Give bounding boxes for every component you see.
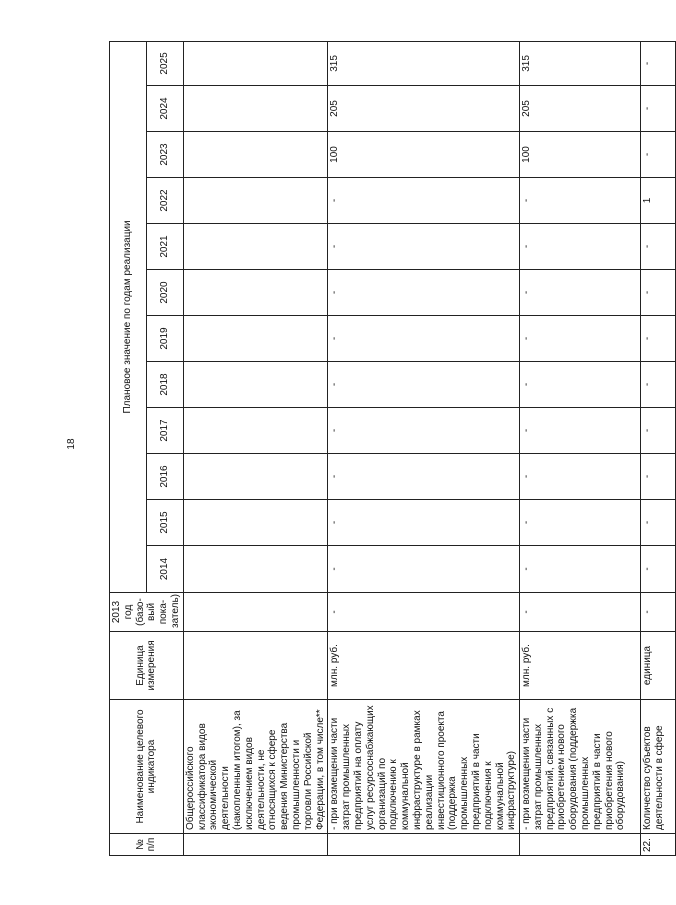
row-unit: единица — [641, 632, 676, 700]
row-year-value: 205 — [328, 86, 520, 132]
row-base-value: - — [328, 593, 520, 632]
row-unit — [183, 632, 328, 700]
row-year-value: 100 — [520, 132, 641, 178]
header-unit: Единица измерения — [110, 632, 184, 700]
header-name: Наименование целевого индикатора — [110, 700, 184, 834]
row-year-value: - — [641, 546, 676, 593]
row-year-value — [183, 86, 328, 132]
row-year-value: - — [328, 408, 520, 454]
row-year-value — [183, 178, 328, 224]
row-year-value — [183, 546, 328, 593]
row-num — [328, 834, 520, 856]
header-year: 2023 — [146, 132, 183, 178]
row-year-value: - — [641, 41, 676, 85]
header-plan-group: Плановое значение по годам реализации — [110, 41, 147, 592]
row-year-value: - — [328, 178, 520, 224]
row-year-value: 315 — [520, 41, 641, 85]
row-year-value: - — [328, 362, 520, 408]
row-year-value: - — [641, 86, 676, 132]
row-base-value: - — [520, 593, 641, 632]
indicator-table — [109, 41, 676, 856]
row-year-value: - — [641, 270, 676, 316]
row-year-value: - — [520, 178, 641, 224]
row-year-value: - — [641, 224, 676, 270]
row-year-value — [183, 224, 328, 270]
header-base-year: 2013 год (базо-вый пока-затель) — [110, 593, 184, 632]
row-unit: млн. руб. — [520, 632, 641, 700]
row-indicator-name: - при возмещении части затрат промышленных предприятий, связанных с приобретением нового оборудования (поддержка промышленных предприятий в части приобретения нового оборудования) — [520, 700, 641, 834]
row-year-value: - — [328, 224, 520, 270]
row-year-value: - — [641, 500, 676, 546]
row-year-value: 1 — [641, 178, 676, 224]
row-year-value: - — [520, 408, 641, 454]
row-year-value — [183, 454, 328, 500]
header-year: 2016 — [146, 454, 183, 500]
header-year: 2021 — [146, 224, 183, 270]
row-year-value: - — [641, 408, 676, 454]
row-year-value: - — [520, 500, 641, 546]
header-row-1 — [110, 41, 147, 855]
row-year-value: - — [520, 316, 641, 362]
row-indicator-name: Общероссийского классификатора видов экономической деятельности (накопленным итогом), за исключением видов деятельности, не относящихся к сфере ведения Министерства промышленности и торговли Российской Федерации, в том числе** — [183, 700, 328, 834]
row-year-value: - — [328, 546, 520, 593]
row-year-value — [183, 132, 328, 178]
row-year-value: - — [520, 224, 641, 270]
row-year-value: - — [328, 454, 520, 500]
header-year: 2017 — [146, 408, 183, 454]
row-year-value: - — [520, 546, 641, 593]
row-year-value: - — [520, 362, 641, 408]
row-year-value — [183, 41, 328, 85]
row-year-value: 205 — [520, 86, 641, 132]
row-num: 22. — [641, 834, 676, 856]
row-year-value — [183, 270, 328, 316]
header-year: 2024 — [146, 86, 183, 132]
row-year-value: - — [641, 316, 676, 362]
row-year-value: - — [520, 270, 641, 316]
row-base-value: - — [641, 593, 676, 632]
header-year: 2018 — [146, 362, 183, 408]
row-indicator-name: Количество субъектов деятельности в сфере — [641, 700, 676, 834]
header-year: 2019 — [146, 316, 183, 362]
row-base-value — [183, 593, 328, 632]
row-year-value — [183, 316, 328, 362]
row-year-value: - — [641, 132, 676, 178]
row-num — [183, 834, 328, 856]
header-year: 2022 — [146, 178, 183, 224]
table-row — [328, 41, 520, 855]
row-year-value: 315 — [328, 41, 520, 85]
table-row — [641, 41, 676, 855]
table-row — [520, 41, 641, 855]
row-year-value: - — [328, 270, 520, 316]
header-year: 2025 — [146, 41, 183, 85]
row-year-value: - — [520, 454, 641, 500]
row-year-value: - — [641, 454, 676, 500]
row-year-value — [183, 362, 328, 408]
indicator-table-container — [109, 42, 665, 856]
row-year-value — [183, 408, 328, 454]
header-year: 2020 — [146, 270, 183, 316]
row-unit: млн. руб. — [328, 632, 520, 700]
row-year-value: - — [328, 500, 520, 546]
row-num — [520, 834, 641, 856]
row-year-value: - — [641, 362, 676, 408]
header-year: 2015 — [146, 500, 183, 546]
row-year-value: 100 — [328, 132, 520, 178]
table-row — [183, 41, 328, 855]
row-year-value — [183, 500, 328, 546]
page-number: 18 — [66, 438, 77, 450]
header-year: 2014 — [146, 546, 183, 593]
header-num: № п/п — [110, 834, 184, 856]
row-indicator-name: - при возмещении части затрат промышленных предприятий на оплату услуг ресурсоснабжающих организаций по подключению к коммунальной инфраструктуре в рамках реализации инвестиционного проекта (поддержка промышленных предприятий в части подключения к коммунальной инфраструктуре) — [328, 700, 520, 834]
row-year-value: - — [328, 316, 520, 362]
